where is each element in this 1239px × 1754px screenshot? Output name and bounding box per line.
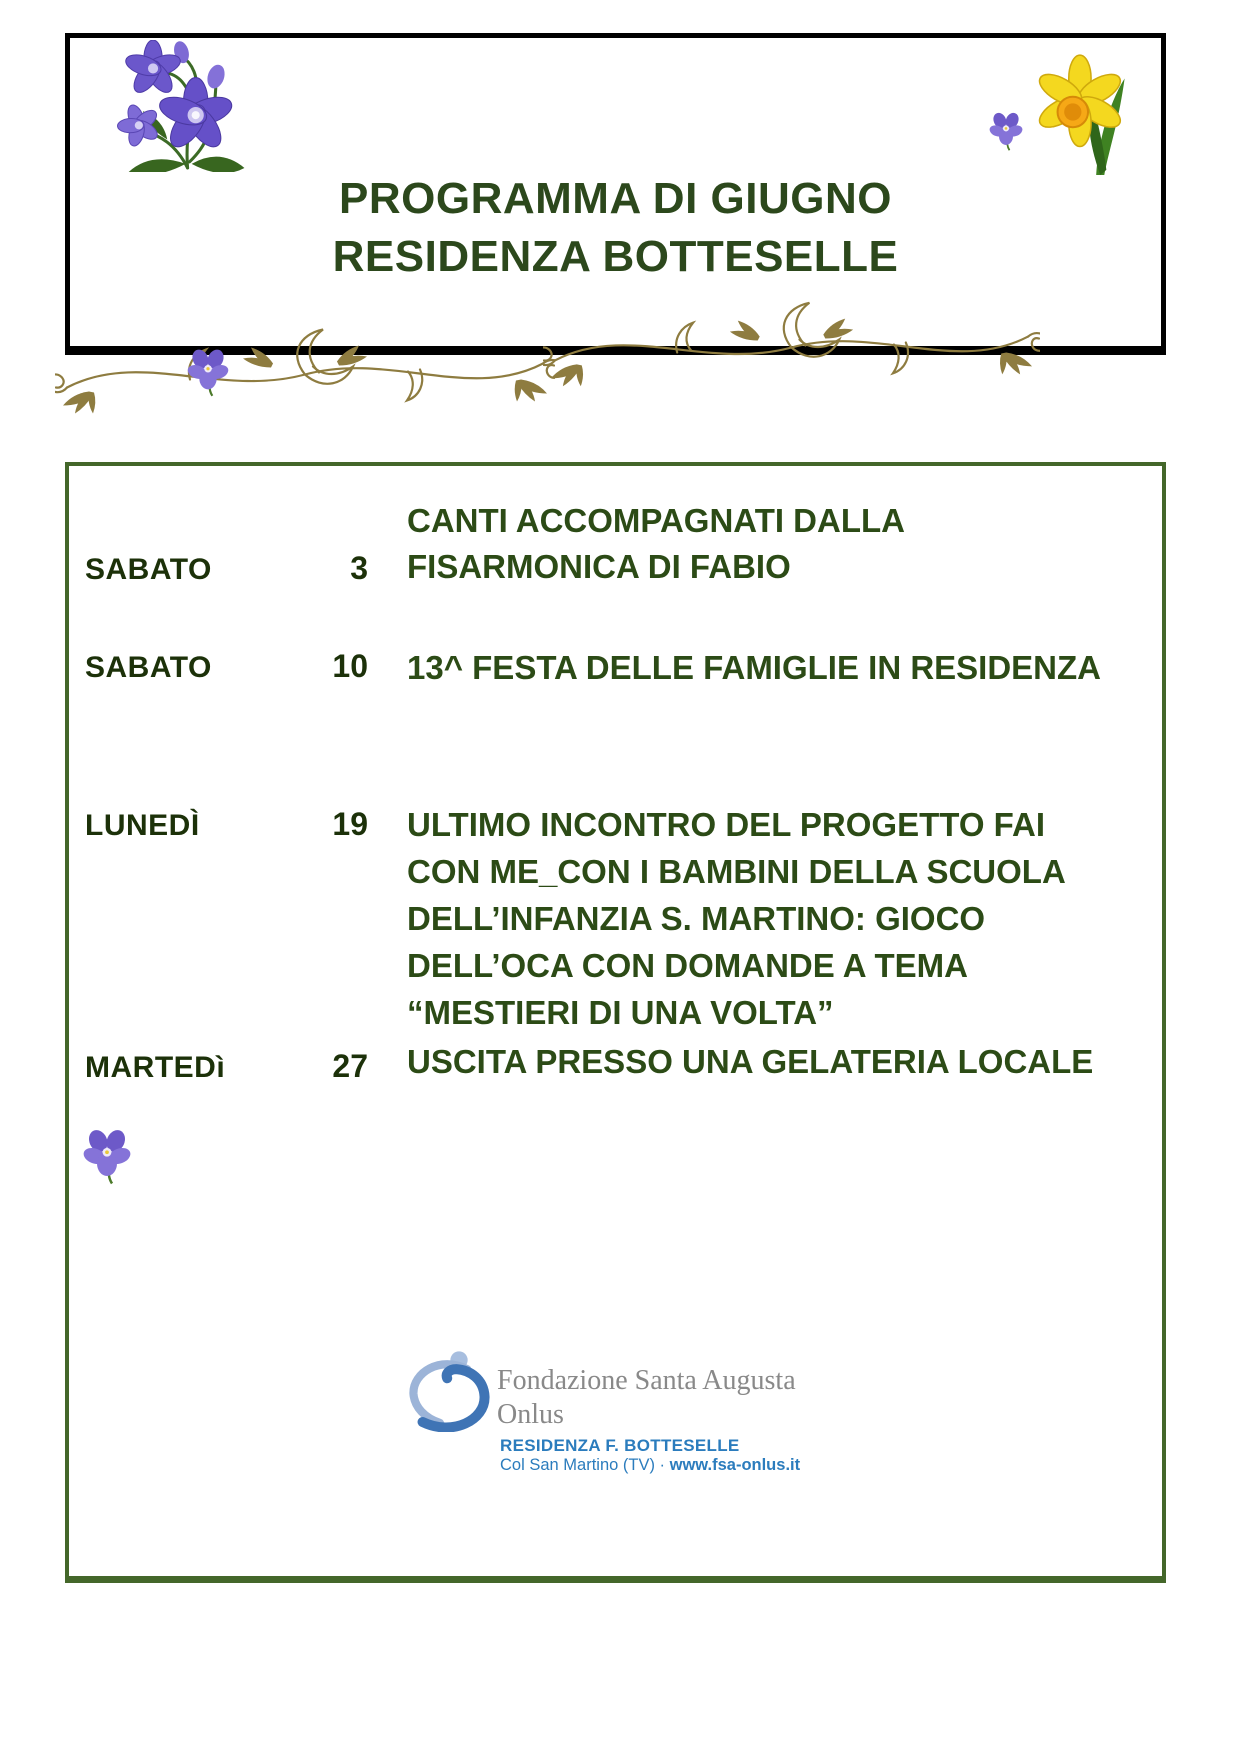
org-name-line-2: Onlus	[497, 1399, 564, 1430]
violet-flower-icon	[186, 346, 230, 398]
bellflower-bouquet-icon	[113, 40, 253, 172]
page-title	[65, 170, 1166, 286]
day-label: SABATO	[85, 651, 212, 684]
gold-flourish-ornament	[55, 327, 555, 423]
event-line: DELL’OCA CON DOMANDE A TEMA	[407, 947, 968, 984]
website-link: www.fsa-onlus.it	[669, 1456, 801, 1474]
title-line-1: PROGRAMMA DI GIUGNO	[339, 174, 892, 223]
day-label: MARTEDì	[85, 1051, 226, 1084]
event-line: ULTIMO INCONTRO DEL PROGETTO FAI	[407, 806, 1046, 843]
gold-flourish-ornament	[543, 300, 1040, 396]
event-line: USCITA PRESSO UNA GELATERIA LOCALE	[407, 1043, 1094, 1080]
date-label: 10	[332, 648, 368, 684]
violet-flower-icon	[80, 1126, 134, 1186]
day-label: SABATO	[85, 553, 212, 586]
event-line: “MESTIERI DI UNA VOLTA”	[407, 994, 834, 1031]
date-label: 3	[350, 550, 368, 586]
event-line: CON ME_CON I BAMBINI DELLA SCUOLA	[407, 853, 1066, 890]
event-line: DELL’INFANZIA S. MARTINO: GIOCO	[407, 900, 986, 937]
event-text	[407, 498, 905, 590]
event-text	[407, 645, 1101, 691]
daffodil-flower-icon	[1037, 50, 1134, 177]
org-name-line-1: Fondazione Santa Augusta	[497, 1365, 796, 1396]
event-line: 13^ FESTA DELLE FAMIGLIE IN RESIDENZA	[407, 649, 1101, 686]
fsa-logo-mark-icon	[402, 1350, 496, 1432]
org-name	[497, 1364, 917, 1432]
violet-flower-icon	[988, 110, 1024, 152]
date-label: 27	[332, 1048, 368, 1084]
event-line: CANTI ACCOMPAGNATI DALLA	[407, 502, 905, 539]
location-label	[500, 1456, 800, 1475]
date-label: 19	[332, 806, 368, 842]
event-text	[407, 801, 1066, 1036]
event-text	[407, 1039, 1093, 1085]
residence-label: RESIDENZA F. BOTTESELLE	[500, 1436, 740, 1455]
location-text: Col San Martino (TV) ·	[500, 1456, 670, 1474]
event-line: FISARMONICA DI FABIO	[407, 548, 791, 585]
day-label: LUNEDÌ	[85, 809, 200, 842]
title-line-2: RESIDENZA BOTTESELLE	[332, 232, 899, 281]
